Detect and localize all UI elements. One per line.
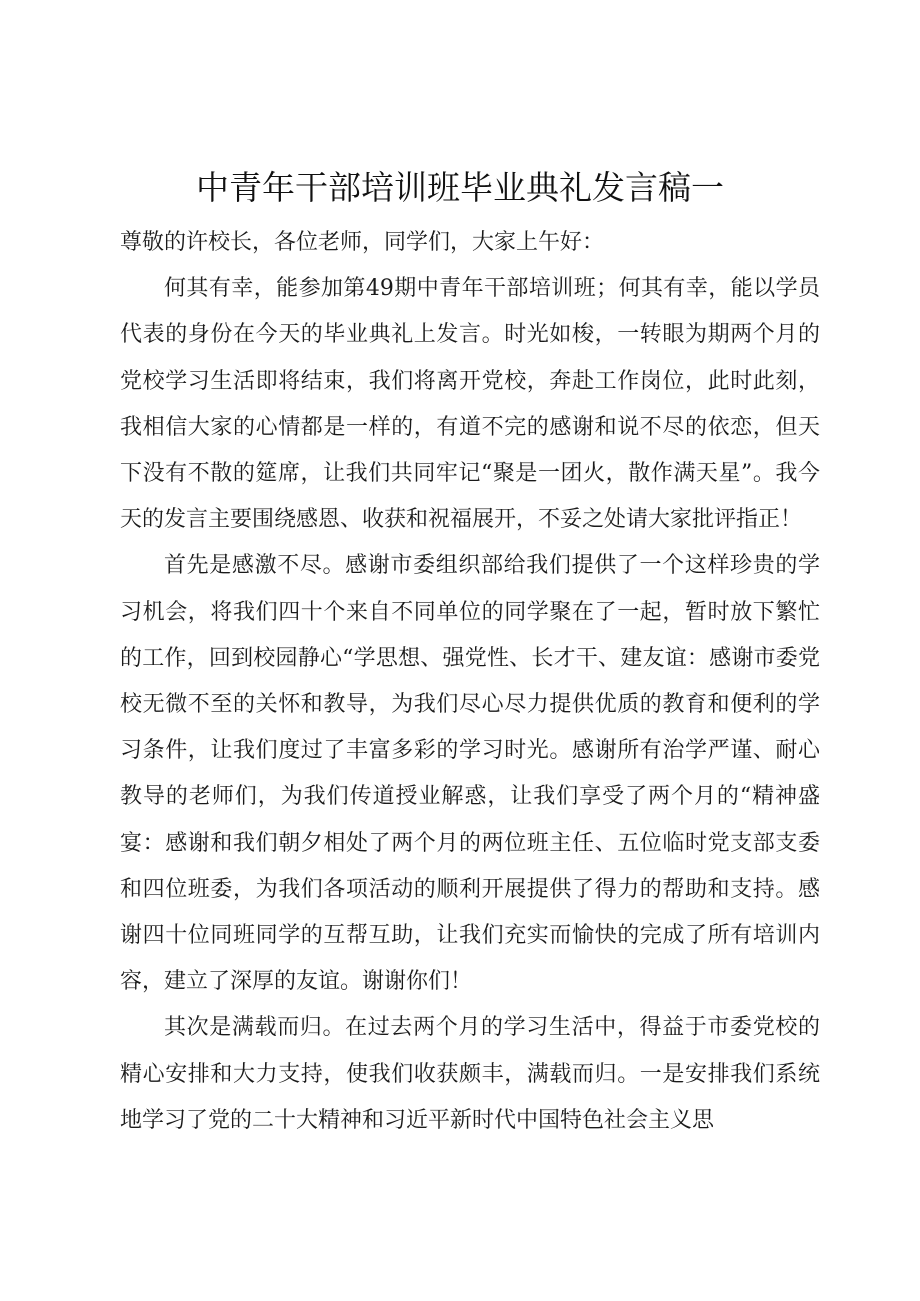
paragraph-intro: 何其有幸，能参加第49期中青年干部培训班；何其有幸，能以学员代表的身份在今天的毕业典礼上发言。时光如梭，一转眼为期两个月的党校学习生活即将结束，我们将离开党校，奔赴工作岗位，此时此刻，我相信大家的心情都是一样的，有道不完的感谢和说不尽的依恋，但天下没有不散的筵席，让我们共同牢记“聚是一团火，散作满天星”。我今天的发言主要围绕感恩、收获和祝福展开，不妥之处请大家批评指正！ — [120, 276, 820, 533]
document-body — [120, 220, 820, 1144]
paragraph-gratitude: 首先是感激不尽。感谢市委组织部给我们提供了一个这样珍贵的学习机会，将我们四十个来自不同单位的同学聚在了一起，暂时放下繁忙的工作，回到校园静心“学思想、强党性、长才干、建友谊：感谢市委党校无微不至的关怀和教导，为我们尽心尽力提供优质的教育和便利的学习条件，让我们度过了丰富多彩的学习时光。感谢所有治学严谨、耐心教导的老师们，为我们传道授业解惑，让我们享受了两个月的“精神盛宴：感谢和我们朝夕相处了两个月的两位班主任、五位临时党支部支委和四位班委，为我们各项活动的顺利开展提供了得力的帮助和支持。感谢四十位同班同学的互帮互助，让我们充实而愉快的完成了所有培训内容，建立了深厚的友谊。谢谢你们！ — [120, 553, 820, 995]
greeting-line: 尊敬的许校长，各位老师，同学们，大家上午好： — [120, 230, 605, 255]
document-title: 中青年干部培训班毕业典礼发言稿一 — [196, 168, 724, 207]
paragraph-harvest: 其次是满载而归。在过去两个月的学习生活中，得益于市委党校的精心安排和大力支持，使我们收获颇丰，满载而归。一是安排我们系统地学习了党的二十大精神和习近平新时代中国特色社会主义思 — [120, 1015, 820, 1133]
